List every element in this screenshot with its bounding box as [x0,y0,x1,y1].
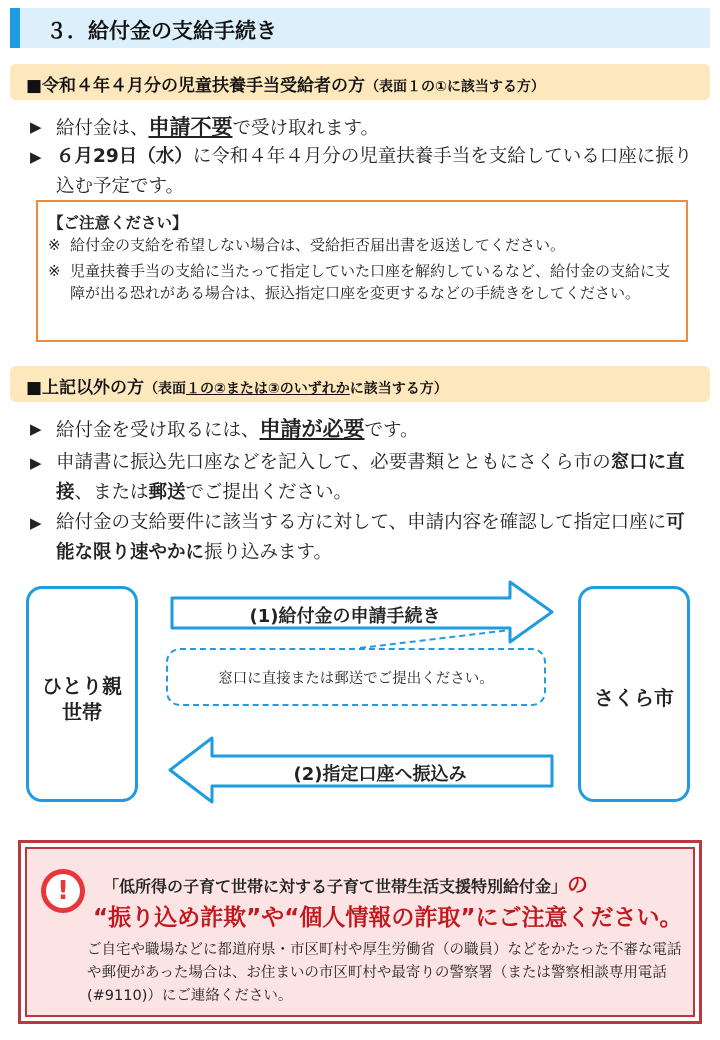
dashed-connector [360,630,510,648]
bullet-text: でご提出ください。 [185,482,353,503]
bullet-text: 給付金を受け取るには、 [56,420,260,441]
bold-text: 可能な限り速やかに [56,512,685,563]
notice-mark: ※ [48,262,61,280]
emphasis-text: 申請が必要 [259,417,365,441]
section2-sub-text: に該当する方） [349,381,448,397]
right-box-label: さくら市 [594,686,674,710]
submission-note-box [166,648,546,706]
triangle-right-icon: ▶ [30,454,42,472]
notice-title: 【ご注意ください】 [48,214,188,232]
bullet-text: 給付金の支給要件に該当する方に対して、申請内容を確認して指定口座に [56,512,667,533]
notice-text: 給付金の支給を希望しない場合は、受給拒否届出書を返送してください。 [70,236,566,254]
date-text: ６月29日（水） [56,146,193,167]
section1-heading: ■令和４年４月分の児童扶養手当受給者の方 [26,76,366,96]
warning-body: ご自宅や職場などに都道府県・市区町村や厚生労働省（の職員）などをかたった不審な電話や郵便があった場合は、お住まいの市区町村や最寄りの警察署（または警察相談専用電話(#9110)）にご連絡ください。 [87,942,682,1004]
section2-heading: ■上記以外の方 [26,378,145,398]
bullet-text: で受け取れます。 [232,118,380,139]
bold-text: 窓口に直接 [56,452,685,503]
bullet-text: 、または [74,482,149,503]
warning-program-name: 「低所得の子育て世帯に対する子育て世帯生活支援特別給付金」 [103,877,568,896]
step1-label: (1)給付金の申請手続き [249,606,441,627]
exclamation-glyph: ! [57,876,69,906]
bold-text: 郵送 [148,482,186,503]
left-box-label-2: 世帯 [62,700,102,724]
fraud-warning-box [18,840,702,1024]
submission-note: 窓口に直接または郵送でご提出ください。 [218,671,494,687]
bullet-text: 振り込みます。 [204,542,333,563]
section2-sub-text: （表面 [144,381,187,397]
triangle-right-icon: ▶ [30,420,42,438]
bullet-text: に令和４年４月分の児童扶養手当を支給している口座に振り込む予定です。 [56,146,693,197]
triangle-right-icon: ▶ [30,514,42,532]
emphasis-text: 申請不要 [148,115,233,139]
bullet-text: 申請書に振込先口座などを記入して、必要書類とともにさくら市の [56,452,611,473]
triangle-right-icon: ▶ [30,148,42,166]
section2-sub-underlined: １の②または③のいずれか [186,381,350,397]
page-title: ３．給付金の支給手続き [46,19,277,43]
left-box-label-1: ひとり親 [42,674,122,698]
bullet-text: です。 [364,420,419,441]
warning-headline: “振り込め詐欺”や“個人情報の詐取”にご注意ください。 [93,905,683,931]
warning-particle: の [567,873,589,897]
notice-mark: ※ [48,236,61,254]
notice-text: 児童扶養手当の支給に当たって指定していた口座を解約しているなど、給付金の支給に支障が出る恐れがある場合は、振込指定口座を変更するなどの手続きをしてください。 [70,262,671,302]
triangle-right-icon: ▶ [30,118,42,136]
section1-subheading: （表面１の①に該当する方） [365,79,545,95]
bullet-text: 給付金は、 [56,118,149,139]
step2-label: (2)指定口座へ振込み [293,764,467,785]
warning-line-1 [103,869,588,899]
exclamation-icon [41,869,85,913]
